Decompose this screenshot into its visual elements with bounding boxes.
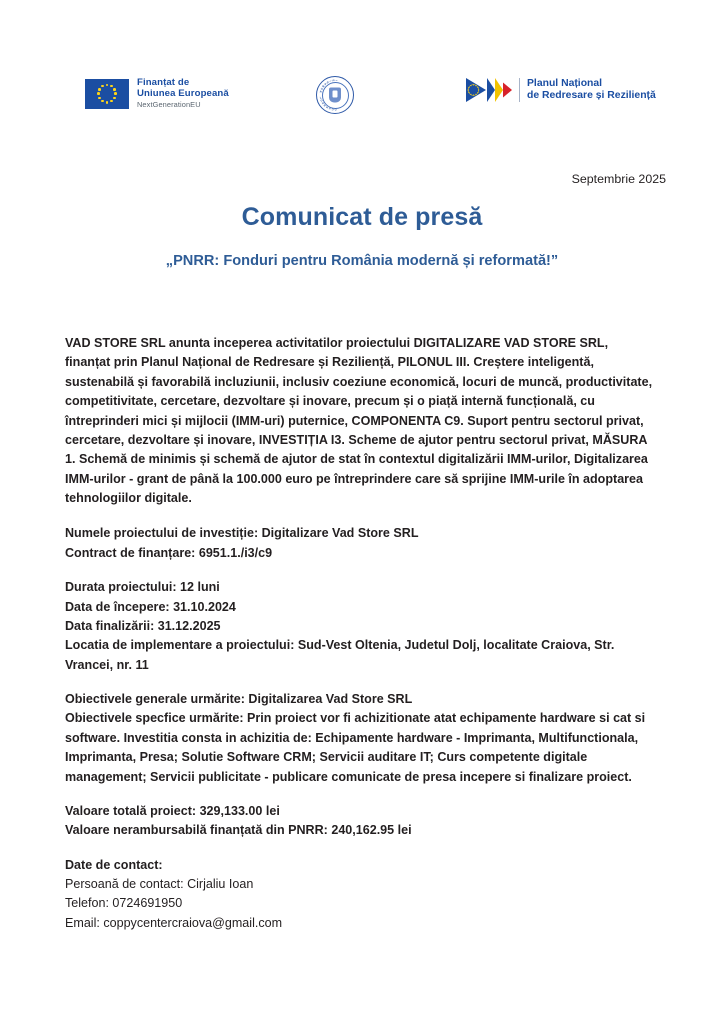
eu-funding-logo-text — [137, 78, 229, 109]
document-date: Septembrie 2025 — [571, 172, 666, 186]
pnrr-logo-line1: Planul Național — [527, 77, 603, 89]
eu-star-icon — [114, 92, 117, 95]
pnrr-logo — [466, 77, 656, 103]
contact-block — [65, 856, 655, 934]
project-value-block — [65, 802, 655, 841]
general-objectives-line: Obiectivele generale urmărite: Digitalizarea Vad Store SRL — [65, 692, 413, 706]
contact-email-line: Email: coppycentercraiova@gmail.com — [65, 915, 283, 930]
grant-value-line: Valoare nerambursabilă finanțată din PNRR: 240,162.95 lei — [65, 823, 412, 838]
page-title: Comunicat de presă — [241, 203, 483, 231]
eu-star-icon — [98, 88, 101, 91]
eu-star-icon — [113, 88, 116, 91]
eu-logo-line2: Uniunea Europeană — [137, 87, 229, 99]
eu-star-icon — [101, 85, 104, 88]
seal-ring-char: Â — [323, 82, 327, 87]
eu-logo-line1: Finanțat de — [137, 77, 190, 88]
seal-ring-char: E — [331, 79, 335, 82]
seal-ring-char: R — [323, 103, 327, 108]
document-body — [65, 334, 655, 948]
pnrr-logo-line2: de Redresare și Reziliență — [527, 90, 656, 101]
contract-number-line: Contract de finanțare: 6951.1./i3/c9 — [65, 545, 273, 560]
pnrr-divider — [519, 78, 520, 102]
seal-ring-char: O — [320, 87, 324, 91]
eu-star-icon — [97, 92, 100, 95]
seal-ring-char: U — [320, 99, 324, 103]
seal-ring-char: I — [328, 80, 332, 83]
project-duration-line: Durata proiectului: 12 luni — [65, 580, 220, 595]
seal-ring-char: U — [331, 108, 335, 111]
project-end-date-line: Data finalizării: 31.12.2025 — [65, 618, 221, 633]
eu-logo-line3: NextGenerationEU — [137, 99, 201, 109]
pnrr-arrows-icon — [466, 77, 512, 103]
contact-person-line: Persoană de contact: Cirjaliu Ioan — [65, 877, 254, 891]
project-objectives-block — [65, 690, 655, 787]
eu-funding-logo — [85, 78, 229, 109]
romanian-government-logo — [316, 76, 354, 114]
romanian-government-seal-icon — [316, 76, 354, 114]
seal-ring-char: L — [319, 96, 322, 100]
seal-ring-char: E — [325, 105, 330, 110]
seal-ring-char: N — [321, 101, 325, 106]
project-name-line: Numele proiectului de investiție: Digitalizare Vad Store SRL — [65, 526, 419, 541]
project-start-date-line: Data de începere: 31.10.2024 — [65, 599, 236, 614]
seal-ring-char: N — [325, 80, 330, 85]
eu-star-icon — [106, 101, 109, 104]
eu-star-icon — [113, 97, 116, 100]
seal-ring-char: G — [334, 108, 338, 111]
eu-star-icon — [106, 84, 109, 87]
pnrr-logo-text — [527, 78, 656, 103]
funding-logo-bar — [0, 74, 724, 126]
eu-star-icon — [101, 100, 104, 103]
seal-ring-char: V — [328, 107, 332, 111]
contact-heading: Date de contact: — [65, 857, 163, 872]
project-identification-block — [65, 524, 655, 563]
project-duration-block — [65, 578, 655, 675]
coat-of-arms-icon — [329, 88, 341, 103]
eu-star-icon — [110, 85, 113, 88]
contact-phone-line: Telefon: 0724691950 — [65, 896, 183, 911]
seal-ring-char: I — [334, 79, 338, 81]
eu-star-icon — [110, 100, 113, 103]
intro-paragraph: VAD STORE SRL anunta inceperea activitatilor proiectului DIGITALIZARE VAD STORE SRL, finanțat prin Planul Național de Redresare și Reziliență, PILONUL III. Creștere inteligentă, sustenabilă și favorabilă incluziunii, inclusiv coeziune economică, locuri de muncă, productivitate, competitivitate, cercetare, dezvoltare și inovare, precum și o piață internă funcțională, cu întreprinderi mici și mijlocii (IMM-uri) puternice, COMPONENTA C9. Suport pentru sectorul privat, cercetare, dezvoltare și inovare, INVESTIȚIA I3. Scheme de ajutor pentru sectorul privat, MĂSURA 1. Schemă de minimis și schemă de ajutor de stat în contextul digitalizării IMM-urilor, Digitalizarea IMM-urilor - grant de până la 100.000 euro pe întreprindere care să sprijine IMM-urile în adoptarea tehnologiilor digitale. — [65, 336, 653, 505]
eu-flag-icon — [85, 79, 129, 109]
specific-objectives-line: Obiectivele specfice urmărite: Prin proiect vor fi achizitionate atat echipamente hardware si cat si software. Investitia consta in achizitia de: Echipamente hardware ‑ Imprimanta, Multifunctionala, Imprimanta, Presa; Solutie Software CRM; Servicii auditare IT; Curs competente digitale management; Servicii publicitate ‑ publicare comunicate de presa incepere si finalizare proiect. — [65, 711, 646, 784]
project-location-line: Locatia de implementare a proiectului: Sud-Vest Oltenia, Judetul Dolj, localitate Craiova, Str. Vrancei, nr. 11 — [65, 638, 615, 672]
page-subtitle: „PNRR: Fonduri pentru România modernă și reformată!” — [165, 253, 559, 269]
seal-ring-char: M — [321, 84, 325, 89]
seal-ring-char: R — [319, 90, 322, 94]
eu-star-icon — [98, 97, 101, 100]
total-value-line: Valoare totală proiect: 329,133.00 lei — [65, 803, 280, 818]
